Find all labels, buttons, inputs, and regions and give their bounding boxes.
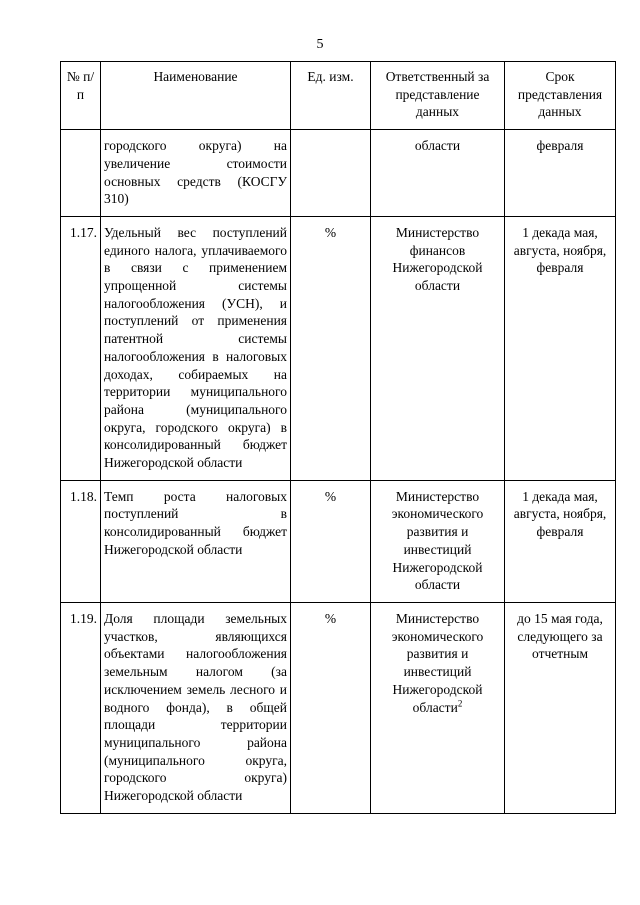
table-header-row <box>61 62 616 130</box>
page-number: 5 <box>316 37 324 52</box>
row-term: февраля <box>505 130 616 217</box>
row-term: до 15 мая года, следующего за отчетным <box>505 602 616 813</box>
responsible-text: Министерство экономического развития и инвестиций Нижегородской области <box>391 488 484 593</box>
header-term: Срок представления данных <box>505 62 616 130</box>
row-number: 1.19. <box>61 602 101 813</box>
header-responsible: Ответственный за представление данных <box>371 62 505 130</box>
row-name: городского округа) на увеличение стоимости основных средств (КОСГУ 310) <box>101 130 291 217</box>
row-responsible <box>371 602 505 813</box>
row-term: 1 декада мая, августа, ноября, февраля <box>505 216 616 480</box>
row-unit: % <box>291 216 371 480</box>
indicators-table <box>60 61 616 814</box>
row-number <box>61 130 101 217</box>
row-number: 1.17. <box>61 216 101 480</box>
table-row <box>61 480 616 602</box>
table-row <box>61 130 616 217</box>
header-name: Наименование <box>101 62 291 130</box>
row-name: Удельный вес поступлений единого налога, уплачиваемого в связи с применением упрощенной системы налогообложения (УСН), и поступлений от применения патентной системы налогообложения в налоговых доходах, собираемых на территории муниципального района (муниципального округа, городского округа) в консолидированный бюджет Нижегородской области <box>101 216 291 480</box>
row-responsible <box>371 130 505 217</box>
table-row <box>61 216 616 480</box>
responsible-text: области <box>414 138 461 154</box>
row-responsible <box>371 216 505 480</box>
row-name: Доля площади земельных участков, являющихся объектами налогообложения земельным налогом (за исключением земель лесного и водного фонда), в общей площади территории муниципального района (муниципального округа, городского округа) Нижегородской области <box>101 602 291 813</box>
header-unit: Ед. изм. <box>291 62 371 130</box>
row-unit: % <box>291 602 371 813</box>
responsible-text: Министерство экономического развития и инвестиций Нижегородской области <box>391 610 484 715</box>
row-unit: % <box>291 480 371 602</box>
header-num: № п/п <box>61 62 101 130</box>
table-row <box>61 602 616 813</box>
responsible-text: Министерство финансов Нижегородской области <box>392 224 483 294</box>
row-responsible <box>371 480 505 602</box>
row-unit <box>291 130 371 217</box>
row-name: Темп роста налоговых поступлений в консолидированный бюджет Нижегородской области <box>101 480 291 602</box>
footnote-mark: 2 <box>457 698 463 708</box>
row-term: 1 декада мая, августа, ноября, февраля <box>505 480 616 602</box>
row-number: 1.18. <box>61 480 101 602</box>
